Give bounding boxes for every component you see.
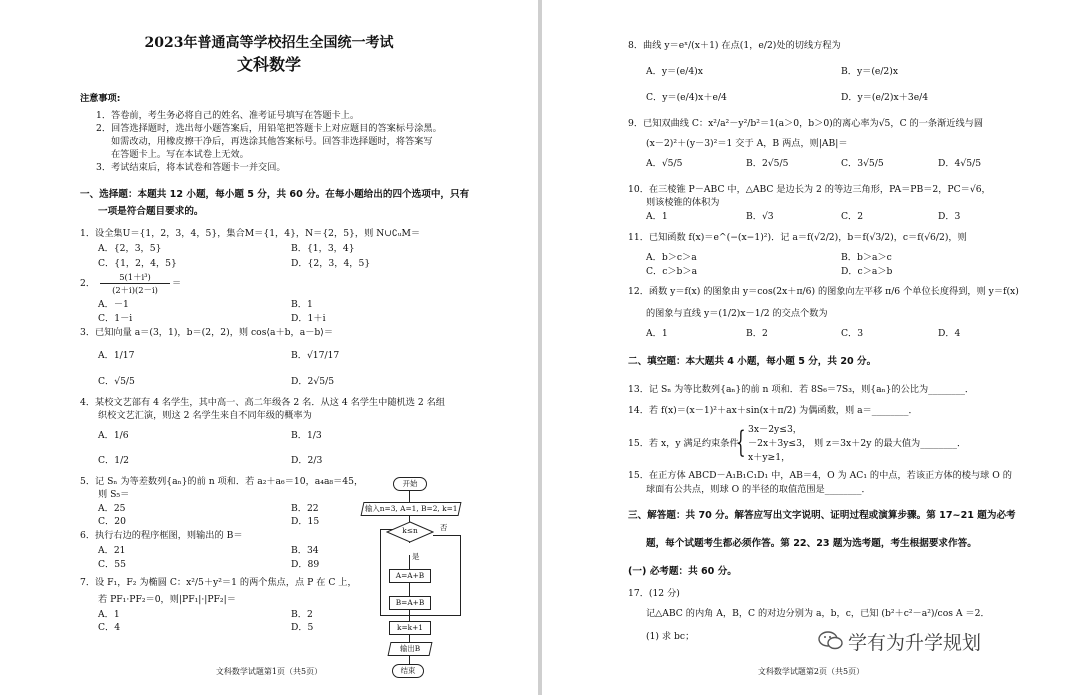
q7-option-a: A．1 — [98, 609, 120, 620]
page-2-footer: 文科数学试题第2页（共5页） — [757, 667, 865, 676]
q9-option-d: D．4√5/5 — [938, 158, 982, 169]
q14-stem: 14．若 f(x)＝(x－1)²＋ax＋sin(x＋π/2) 为偶函数，则 a＝________． — [628, 405, 918, 416]
q7-option-c: C．4 — [98, 622, 121, 633]
q6-option-b: B．34 — [291, 545, 319, 556]
q5-option-c: C．20 — [98, 516, 126, 527]
q11-stem: 11．已知函数 f(x)＝e^(−(x−1)²)．记 a＝f(√2/2)，b＝f(√3/2)，c＝f(√6/2)，则 — [628, 232, 967, 243]
flow-start: 开始 — [393, 477, 427, 491]
q1-option-b: B．{1，3，4} — [291, 243, 355, 254]
q3-option-b: B．√17/17 — [291, 350, 340, 361]
q5-option-d: D．15 — [291, 516, 320, 527]
q9-option-c: C．3√5/5 — [841, 158, 884, 169]
q10-option-c: C．2 — [841, 211, 864, 222]
q2-numerator: 5(1＋i³) — [100, 272, 170, 284]
page-1-footer: 文科数学试题第1页（共5页） — [215, 667, 323, 676]
flow-output — [388, 642, 433, 656]
q12-option-c: C．3 — [841, 328, 864, 339]
q4-option-d: D．2/3 — [291, 455, 323, 466]
q11-option-b: B．b＞a＞c — [841, 252, 892, 263]
q12-option-a: A．1 — [646, 328, 668, 339]
flow-step-k: k=k+1 — [389, 621, 431, 635]
q7-stem: 7．设 F₁，F₂ 为椭圆 C：x²/5＋y²＝1 的两个焦点，点 P 在 C 上， — [80, 577, 357, 588]
q2-denominator: (2＋i)(2－i) — [112, 285, 158, 295]
section-3-heading-cont: 题，每个试题考生都必须作答。第 22、23 题为选考题，考生根据要求作答。 — [646, 538, 977, 549]
notice-1: 1．答卷前，考生务必将自己的姓名、准考证号填写在答题卡上。 — [96, 110, 360, 121]
flow-step-b: B=A+B — [389, 596, 431, 610]
q5-stem: 5．记 Sₙ 为等差数列{aₙ}的前 n 项和．若 a₂＋a₆＝10，a₄a₈＝45， — [80, 476, 364, 487]
q8-option-c: C．y＝(e/4)x＋e/4 — [646, 92, 727, 103]
q9-option-a: A．√5/5 — [646, 158, 683, 169]
watermark-text: 学有为升学规划 — [848, 632, 982, 654]
flow-input-label: 输入n=3, A=1, B=2, k=1 — [364, 504, 458, 513]
q15-lead: 15．若 x，y 满足约束条件 — [628, 438, 739, 449]
q2-option-c: C．1－i — [98, 313, 133, 324]
q8-stem: 8．曲线 y＝eˣ/(x＋1) 在点(1，e/2)处的切线方程为 — [628, 40, 841, 51]
q2-number: 2． — [80, 278, 96, 289]
q16-stem-cont: 球面有公共点，则球 O 的半径的取值范围是________． — [646, 484, 871, 495]
section-3-heading: 三、解答题：共 70 分。解答应写出文字说明、证明过程或演算步骤。第 17~21 题为必考 — [628, 510, 1016, 521]
q7-option-d: D．5 — [291, 622, 314, 633]
q10-option-a: A．1 — [646, 211, 668, 222]
flow-step-a: A=A+B — [389, 569, 431, 583]
q12-stem: 12．函数 y＝f(x) 的图象由 y＝cos(2x＋π/6) 的图象向左平移 π/6 个单位长度得到，则 y＝f(x) — [628, 286, 1019, 297]
q10-option-b: B．√3 — [746, 211, 774, 222]
q9-stem-cont: (x－2)²＋(y－3)²＝1 交于 A，B 两点，则|AB|＝ — [646, 138, 848, 149]
notice-2-cont: 如需改动，用橡皮擦干净后，再选涂其他答案标号。回答非选择题时，将答案写 — [111, 136, 433, 147]
q4-stem: 4．某校文艺部有 4 名学生，其中高一、高二年级各 2 名．从这 4 名学生中随机选 2 名组 — [80, 397, 445, 408]
q6-option-d: D．89 — [291, 559, 320, 570]
flow-end: 结束 — [392, 664, 424, 678]
exam-subject: 文科数学 — [236, 55, 301, 74]
q11-option-c: C．c＞b＞a — [646, 266, 698, 277]
exam-page-2 — [542, 0, 1080, 695]
flow-output-label: 输出B — [399, 644, 421, 653]
q9-option-b: B．2√5/5 — [746, 158, 789, 169]
exam-page-1 — [0, 0, 538, 695]
exam-title: 2023年普通高等学校招生全国统一考试 — [144, 35, 394, 51]
notice-2-cont2: 在答题卡上。写在本试卷上无效。 — [111, 149, 249, 160]
q11-option-d: D．c＞a＞b — [841, 266, 893, 277]
q12-stem-cont: 的图象与直线 y＝(1/2)x－1/2 的交点个数为 — [646, 308, 828, 319]
q3-option-c: C．√5/5 — [98, 376, 135, 387]
flow-decision-label: k≤n — [402, 526, 418, 535]
q2-option-d: D．1＋i — [291, 313, 326, 324]
q4-option-b: B．1/3 — [291, 430, 322, 441]
q13-stem: 13．记 Sₙ 为等比数列{aₙ}的前 n 项和．若 8S₆＝7S₃，则{aₙ}的公比为________． — [628, 384, 975, 395]
q7-option-b: B．2 — [291, 609, 313, 620]
q17-heading: 17．(12 分) — [628, 588, 680, 599]
q11-option-a: A．b＞c＞a — [646, 252, 697, 263]
flow-no-label: 否 — [440, 523, 448, 532]
notice-2: 2．回答选择题时，选出每小题答案后，用铅笔把答题卡上对应题目的答案标号涂黑。 — [96, 123, 442, 134]
q2-equals: ＝ — [172, 278, 182, 289]
notice-heading: 注意事项: — [80, 93, 121, 104]
q3-option-d: D．2√5/5 — [291, 376, 335, 387]
q15-question: 则 z＝3x＋2y 的最大值为________． — [814, 438, 967, 449]
q1-option-d: D．{2，3，4，5} — [291, 258, 371, 269]
flow-input — [361, 502, 462, 516]
section-2-heading: 二、填空题：本大题共 4 小题，每小题 5 分，共 20 分。 — [628, 356, 877, 367]
q3-option-a: A．1/17 — [98, 350, 135, 361]
q8-option-d: D．y＝(e/2)x＋3e/4 — [841, 92, 929, 103]
q15-constraint-3: x＋y≥1， — [748, 452, 791, 463]
q16-stem: 15．在正方体 ABCD－A₁B₁C₁D₁ 中，AB＝4，O 为 AC₁ 的中点，若该正方体的棱与球 O 的 — [628, 470, 1012, 481]
q1-option-c: C．{1，2，4，5} — [98, 258, 177, 269]
section-1-heading-cont: 一项是符合题目要求的。 — [98, 206, 204, 217]
q15-brace: { — [736, 425, 746, 460]
q10-stem: 10．在三棱锥 P－ABC 中，△ABC 是边长为 2 的等边三角形，PA＝PB＝2，PC＝√6， — [628, 184, 991, 195]
section-1-heading: 一、选择题：本题共 12 小题，每小题 5 分，共 60 分。在每小题给出的四个选项中，只有 — [80, 189, 470, 200]
q4-option-c: C．1/2 — [98, 455, 130, 466]
wechat-icon — [818, 630, 844, 652]
q17-part-1: (1) 求 bc； — [646, 631, 695, 642]
q3-stem: 3．已知向量 a＝(3，1)，b＝(2，2)，则 cos⟨a＋b，a－b⟩＝ — [80, 327, 334, 338]
q6-stem: 6．执行右边的程序框图，则输出的 B＝ — [80, 530, 243, 541]
q8-option-b: B．y＝(e/2)x — [841, 66, 899, 77]
q9-stem: 9．已知双曲线 C：x²/a²－y²/b²＝1(a＞0，b＞0)的离心率为√5，C 的一条渐近线与圆 — [628, 118, 984, 129]
q7-stem-cont: 若 PF₁·PF₂＝0，则|PF₁|·|PF₂|＝ — [98, 594, 236, 605]
q4-stem-cont: 织校文艺汇演，则这 2 名学生来自不同年级的概率为 — [98, 410, 312, 421]
q6-option-c: C．55 — [98, 559, 126, 570]
q5-stem-cont: 则 S₅＝ — [98, 489, 130, 500]
q6-option-a: A．21 — [98, 545, 126, 556]
q5-option-b: B．22 — [291, 503, 319, 514]
q15-constraint-2: －2x＋3y≤3， — [748, 438, 812, 449]
notice-3: 3．考试结束后，将本试卷和答题卡一并交回。 — [96, 162, 286, 173]
q12-option-b: B．2 — [746, 328, 768, 339]
q12-option-d: D．4 — [938, 328, 961, 339]
q10-option-d: D．3 — [938, 211, 961, 222]
flow-yes-label: 是 — [412, 552, 420, 561]
q4-option-a: A．1/6 — [98, 430, 129, 441]
program-flowchart — [356, 475, 466, 655]
q8-option-a: A．y＝(e/4)x — [646, 66, 703, 77]
q1-option-a: A．{2，3，5} — [98, 243, 162, 254]
q2-option-a: A．－1 — [98, 299, 129, 310]
q10-stem-cont: 则该棱锥的体积为 — [646, 197, 720, 208]
q17-stem: 记△ABC 的内角 A，B，C 的对边分别为 a，b，c，已知 (b²＋c²－a²)/cos A ＝2． — [646, 608, 990, 619]
q2-option-b: B．1 — [291, 299, 313, 310]
part-1-heading: (一) 必考题：共 60 分。 — [628, 566, 737, 577]
q15-constraint-1: 3x－2y≤3， — [748, 424, 802, 435]
q5-option-a: A．25 — [98, 503, 126, 514]
q1-stem: 1．设全集U＝{1，2，3，4，5}，集合M＝{1，4}，N＝{2，5}，则 N∪∁ᵤM＝ — [80, 228, 421, 239]
